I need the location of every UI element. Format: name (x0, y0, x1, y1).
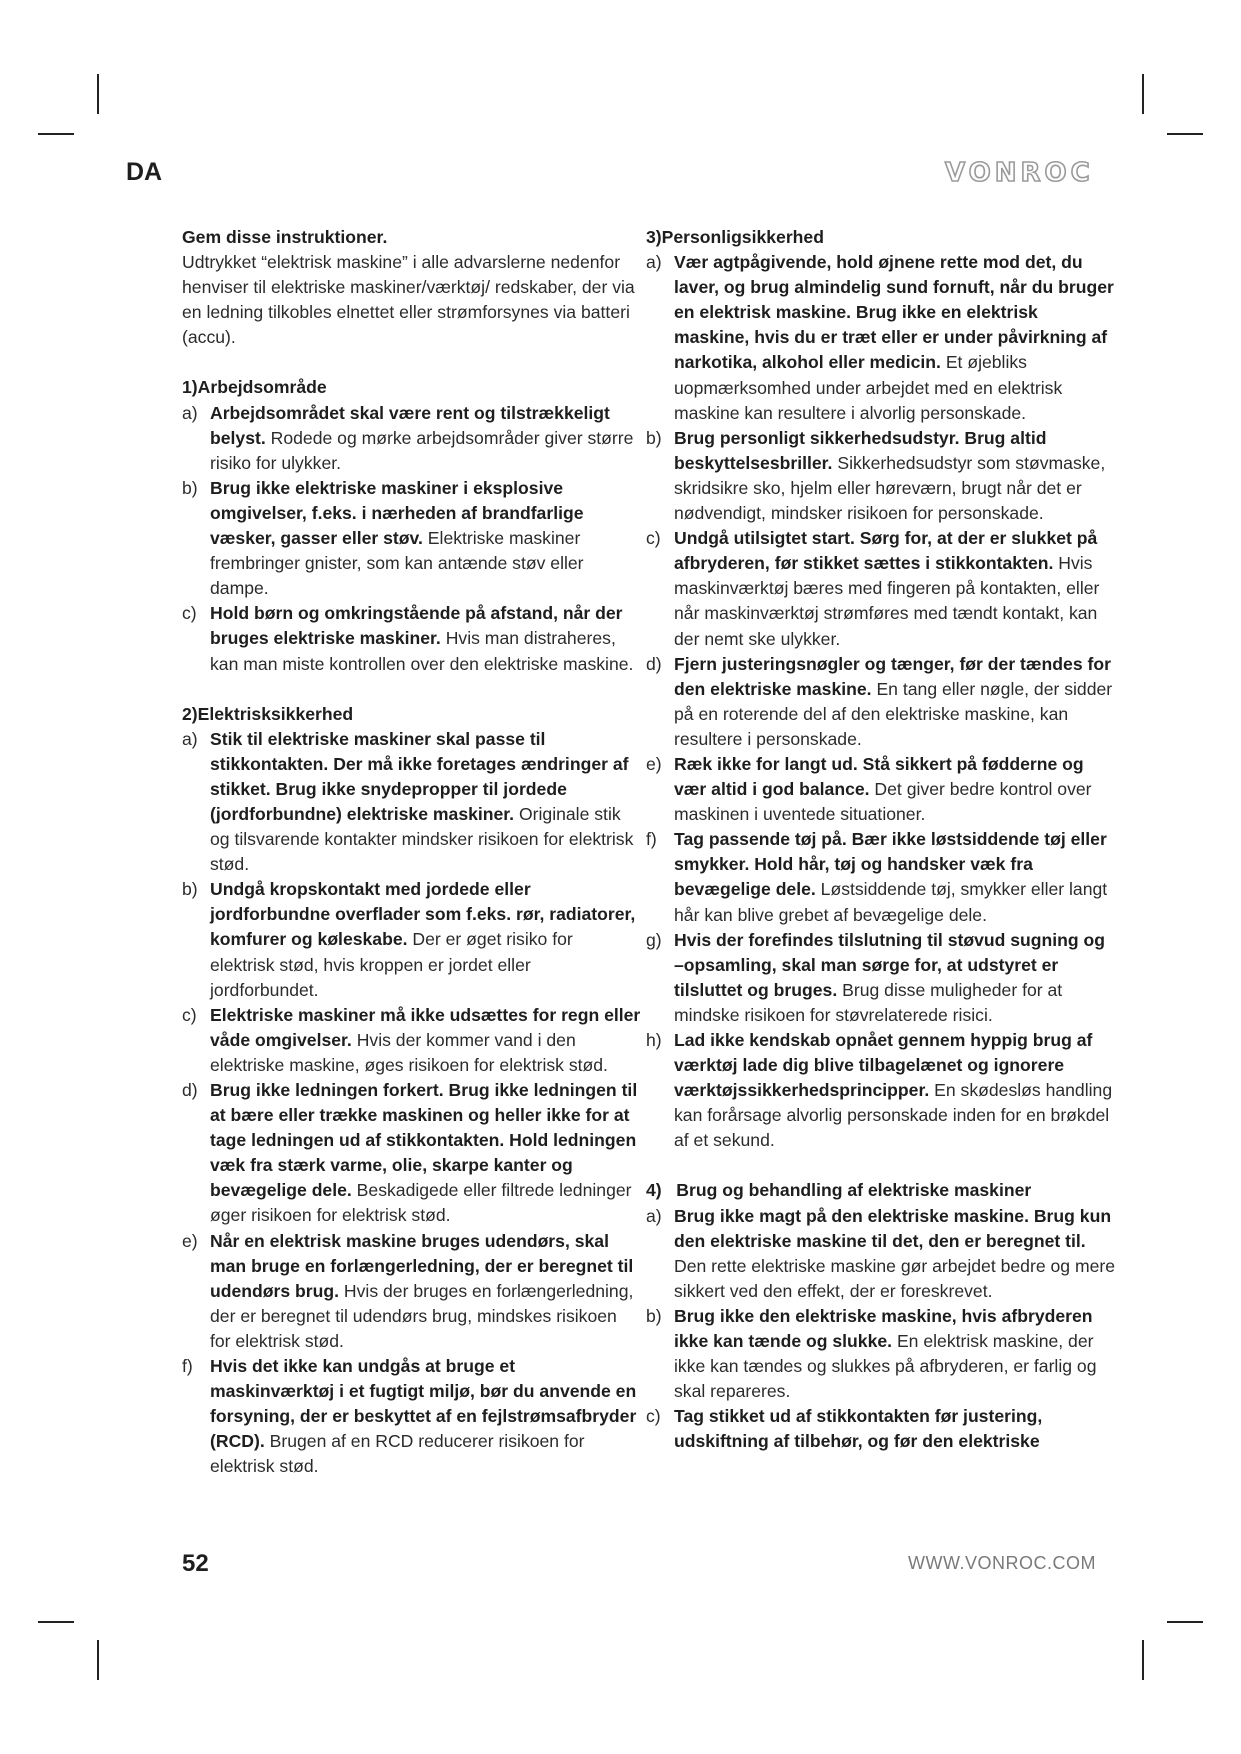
item-text: Det giver bedre kontrol over maskinen i uventede situationer. (674, 779, 1092, 825)
list-item (182, 476, 642, 601)
item-label: b) (182, 879, 198, 900)
item-bold-text: Brug ikke elektriske maskiner i eksplosive omgivelser, f.eks. i nærheden af brandfarlige væsker, gasser eller støv. (210, 477, 584, 549)
item-label: a) (182, 728, 198, 749)
item-label: d) (182, 1080, 198, 1100)
crop-mark (1142, 1640, 1144, 1680)
section-title: 4) Brug og behandling af elektriske maskiner (646, 1180, 1032, 1201)
item-text: Et øjebliks uopmærksomhed under arbejdet med en elektrisk maskine kan resultere i alvorlig personskade. (674, 352, 1063, 423)
list-item (646, 250, 1116, 426)
list-item (646, 1204, 1116, 1304)
item-text: Hvis der bruges en forlængerledning, der er beregnet til udendørs brug, mindskes risikoen for elektrisk stød. (210, 1280, 634, 1351)
crop-mark (1167, 1621, 1203, 1623)
item-bold-text: Tag passende tøj på. Bær ikke løstsiddende tøj eller smykker. Hold hår, tøj og handsker væk fra bevægelige dele. (674, 829, 1107, 900)
list-item (182, 727, 642, 878)
item-label: g) (646, 929, 662, 950)
item-text: Den rette elektriske maskine gør arbejdet bedre og mere sikkert ved den effekt, der er foreskrevet. (674, 1255, 1116, 1301)
item-label: e) (646, 753, 662, 774)
item-text: En tang eller nøgle, der sidder på en roterende del af den elektriske maskine, kan resultere i personskade. (674, 678, 1113, 749)
item-bold-text: Stik til elektriske maskiner skal passe til stikkontakten. Der må ikke foretages ændringer af stikket. Brug ikke snydepropper til jordede (jordforbundne) elektriske maskiner. (210, 728, 629, 824)
item-bold-text: Ræk ikke for langt ud. Stå sikkert på fødderne og vær altid i god balance. (674, 753, 1084, 800)
list-item (646, 752, 1116, 827)
item-text: Beskadigede eller filtrede ledninger øger risikoen for elektrisk stød. (210, 1180, 632, 1226)
crop-mark (1167, 133, 1203, 135)
crop-mark (1142, 74, 1144, 114)
item-label: c) (646, 1406, 661, 1427)
item-label: c) (182, 1004, 197, 1025)
item-bold-text: Hold børn og omkringstående på afstand, når der bruges elektriske maskiner. (210, 603, 623, 649)
list-item (646, 1028, 1116, 1153)
list-item (182, 601, 642, 676)
intro-text: Udtrykket “elektrisk maskine” i alle advarslerne nedenfor henviser til elektriske maskiner/værktøj/ redskaber, der via en ledning tilkobles elnettet eller strømforsynes via batteri (accu). (182, 252, 635, 348)
list-item (646, 928, 1116, 1028)
item-label: d) (646, 653, 662, 674)
item-bold-text: Når en elektrisk maskine bruges udendørs, skal man bruge en forlængerledning, der er beregnet til udendørs brug. (210, 1230, 634, 1301)
item-bold-text: Brug personligt sikkerhedsudstyr. Brug altid beskyttelsesbriller. (674, 427, 1047, 473)
item-bold-text: Hvis der forefindes tilslutning til støvud sugning og –opsamling, skal man sørge for, at udstyret er tilsluttet og bruges. (674, 929, 1106, 1000)
item-label: f) (182, 1356, 193, 1377)
item-text: Brugen af en RCD reducerer risikoen for elektrisk stød. (210, 1431, 585, 1477)
item-label: a) (646, 252, 662, 273)
item-label: c) (646, 528, 661, 549)
item-label: b) (646, 1305, 662, 1326)
section-title: 1)Arbejdsområde (182, 377, 327, 398)
section-title: 3)Personligsikkerhed (646, 227, 824, 247)
page-number: 52 (182, 1550, 209, 1577)
crop-mark (97, 74, 99, 114)
item-label: a) (182, 402, 198, 423)
crop-mark (38, 133, 74, 135)
item-bold-text: Brug ikke ledningen forkert. Brug ikke ledningen til at bære eller trække maskinen og heller ikke for at tage ledningen ud af stikkontakten. Hold ledningen væk fra stærk varme, olie, skarpe kanter og bevægelige dele. (210, 1080, 638, 1201)
item-text: Rodede og mørke arbejdsområder giver større risiko for ulykker. (210, 427, 634, 473)
list-item (182, 877, 642, 1002)
item-bold-text: Undgå utilsigtet start. Sørg for, at der er slukket på afbryderen, før stikket sættes i stikkontakten. (674, 528, 1098, 574)
section-title: 2)Elektrisksikkerhed (182, 703, 354, 724)
list-item (182, 1229, 642, 1354)
item-bold-text: Hvis det ikke kan undgås at bruge et maskinværktøj i et fugtigt miljø, bør du anvende en forsyning, der er beskyttet af en fejlstrømsafbryder (RCD). (210, 1356, 637, 1452)
list-item (646, 426, 1116, 526)
section-list (182, 401, 642, 677)
item-bold-text: Brug ikke magt på den elektriske maskine. Brug kun den elektriske maskine til det, den er beregnet til. (674, 1205, 1112, 1251)
item-text: Der er øget risiko for elektrisk stød, hvis kroppen er jordet eller jordforbundet. (210, 929, 573, 1000)
item-text: Originale stik og tilsvarende kontakter mindsker risikoen for elektrisk stød. (210, 803, 634, 875)
item-bold-text: Brug ikke den elektriske maskine, hvis afbryderen ikke kan tænde og slukke. (674, 1305, 1093, 1352)
language-code: DA (126, 158, 163, 186)
item-text: Hvis der kommer vand i den elektriske maskine, øges risikoen for elektrisk stød. (210, 1029, 608, 1075)
list-item (646, 652, 1116, 752)
list-item (646, 827, 1116, 927)
section-list (646, 250, 1116, 1153)
item-text: Brug disse muligheder for at mindske risikoen for støvrelaterede risici. (674, 979, 1063, 1025)
section-list (646, 1204, 1116, 1455)
list-item (182, 1078, 642, 1229)
item-text: Hvis man distraheres, kan man miste kontrollen over den elektriske maskine. (210, 628, 634, 674)
item-label: b) (182, 477, 198, 498)
item-label: a) (646, 1205, 662, 1226)
intro-title: Gem disse instruktioner. (182, 227, 388, 247)
crop-mark (38, 1621, 74, 1623)
item-label: f) (646, 829, 657, 850)
item-label: c) (182, 603, 197, 624)
item-bold-text: Arbejdsområdet skal være rent og tilstrækkeligt belyst. (210, 402, 610, 448)
list-item (646, 1304, 1116, 1404)
crop-mark (97, 1640, 99, 1680)
list-item (182, 1003, 642, 1078)
list-item (182, 401, 642, 476)
item-bold-text: Vær agtpågivende, hold øjnene rette mod det, du laver, og brug almindelig sund fornuft, når du bruger en elektrisk maskine. Brug ikke en elektrisk maskine, hvis du er træt eller er under påvirkning af narkotika, alkohol eller medicin. (674, 252, 1114, 373)
item-text: Elektriske maskiner frembringer gnister, som kan antænde støv eller dampe. (210, 528, 584, 599)
brand-logo: VONROC (945, 158, 1094, 188)
left-column (182, 225, 642, 1480)
right-column (646, 225, 1116, 1455)
list-item (646, 526, 1116, 651)
item-bold-text: Lad ikke kendskab opnået gennem hyppig brug af værktøj lade dig blive tilbagelænet og ignorere værktøjssikkerhedsprincipper. (674, 1030, 1093, 1101)
list-item (646, 1404, 1116, 1454)
item-bold-text: Fjern justeringsnøgler og tænger, før der tændes for den elektriske maskine. (674, 653, 1111, 699)
item-bold-text: Elektriske maskiner må ikke udsættes for regn eller våde omgivelser. (210, 1004, 641, 1050)
item-bold-text: Tag stikket ud af stikkontakten før justering, udskiftning af tilbehør, og før den elektriske (674, 1406, 1043, 1452)
item-text: En elektrisk maskine, der ikke kan tændes og slukkes på afbryderen, er farlig og skal repareres. (674, 1331, 1097, 1402)
item-label: h) (646, 1030, 662, 1050)
item-label: b) (646, 427, 662, 448)
item-bold-text: Undgå kropskontakt med jordede eller jordforbundne overflader som f.eks. rør, radiatorer, komfurer og køleskabe. (210, 879, 636, 950)
item-text: Hvis maskinværktøj bæres med fingeren på kontakten, eller når maskinværktøj strømføres med tændt kontakt, kan der nemt ske ulykker. (674, 553, 1100, 649)
website-url: WWW.VONROC.COM (908, 1553, 1096, 1573)
item-label: e) (182, 1230, 198, 1251)
item-text: En skødesløs handling kan forårsage alvorlig personskade inden for en brøkdel af et sekund. (674, 1080, 1113, 1151)
list-item (182, 1354, 642, 1479)
item-text: Sikkerhedsudstyr som støvmaske, skridsikre sko, hjelm eller høreværn, brugt når det er nødvendigt, mindsker risikoen for personskade. (674, 452, 1106, 524)
item-text: Løstsiddende tøj, smykker eller langt hår kan blive grebet af bevægelige dele. (674, 879, 1108, 925)
section-list (182, 727, 642, 1480)
